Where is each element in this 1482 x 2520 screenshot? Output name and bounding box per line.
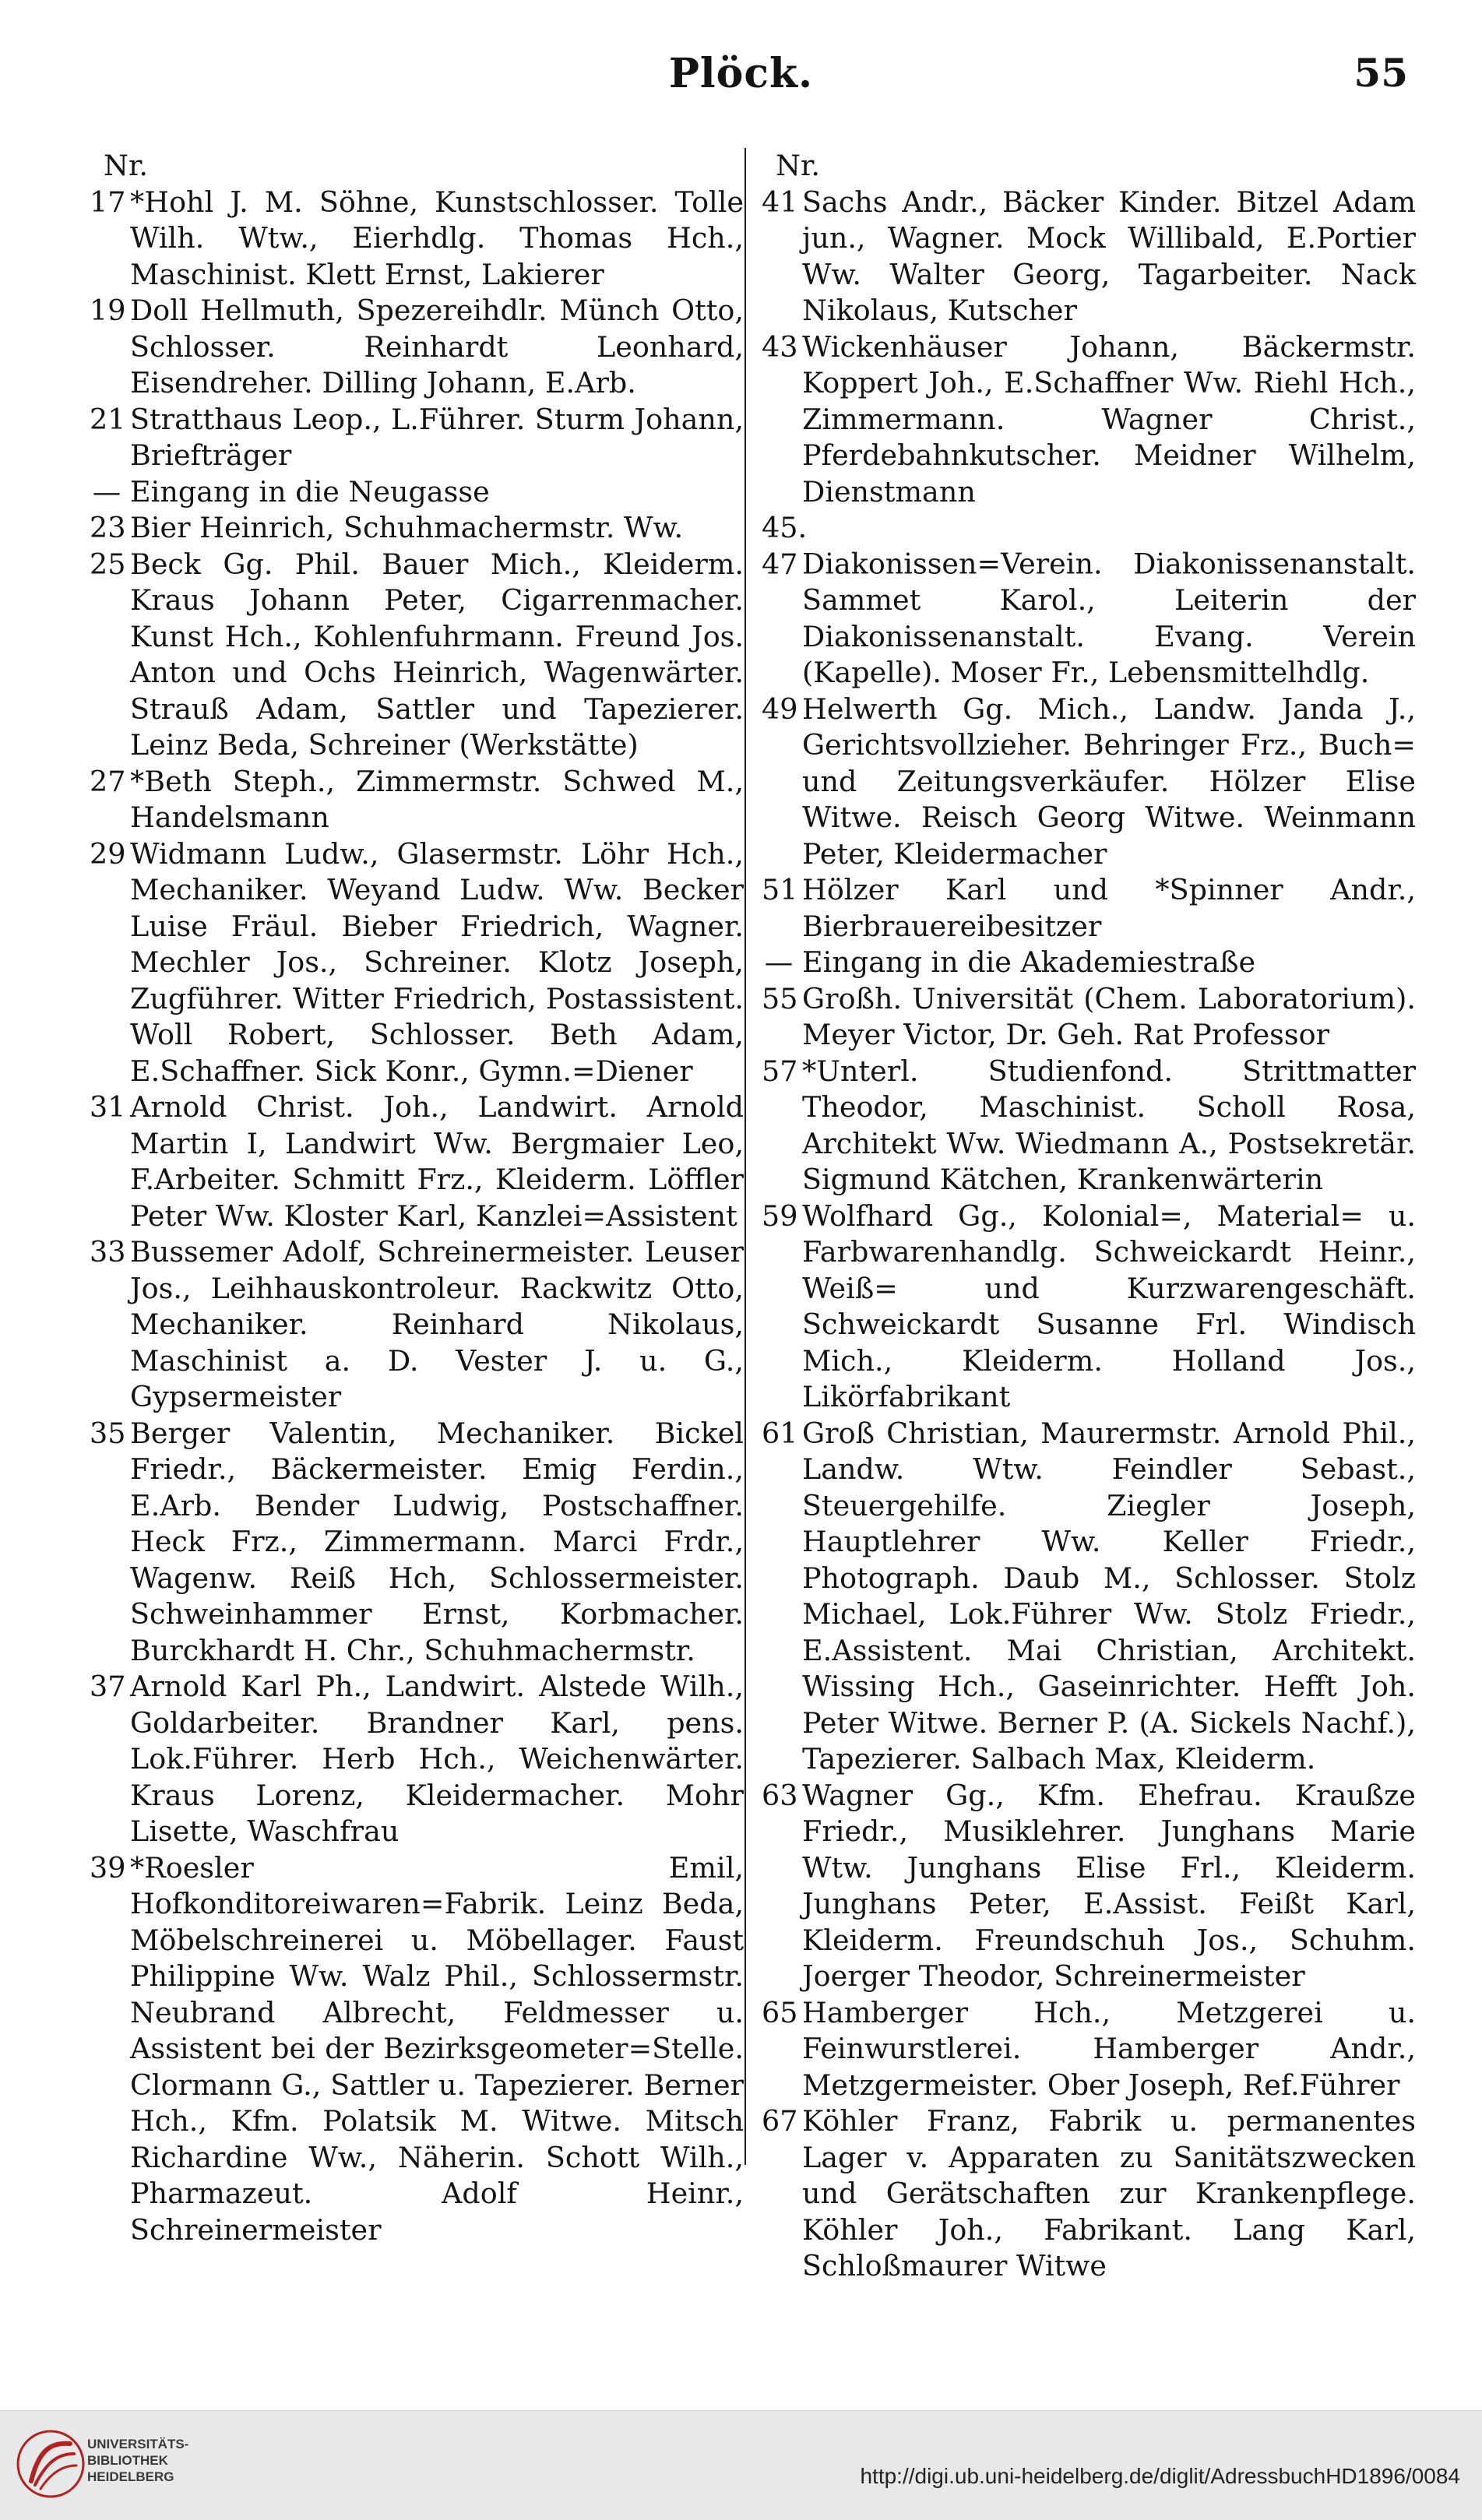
directory-entry [762,510,1416,692]
directory-entry [90,1234,744,1416]
residents-text: *Beth Steph., Zimmermstr. Schwed M., Handelsmann [130,764,744,834]
column-divider [745,148,746,2165]
house-number: 49 [762,692,798,726]
footer-band [0,2410,1482,2520]
residents-text: Doll Hellmuth, Spezereihdlr. Münch Otto, Schlosser. Reinhardt Leonhard, Eisendreher. Dilling Johann, E.Arb. [130,294,744,399]
directory-entry [762,981,1416,1054]
residents-text: Bier Heinrich, Schuhmachermstr. Ww. [130,511,684,544]
directory-entry [90,293,744,402]
directory-entry [762,185,1416,329]
right-column-entries [762,185,1416,2285]
house-number: 61 [762,1416,798,1450]
house-number: 63 [762,1778,798,1812]
residents-text: Arnold Christ. Joh., Landwirt. Arnold Martin I, Landwirt Ww. Bergmaier Leo, F.Arbeiter. Schmitt Frz., Kleiderm. Löffler Peter Ww. Kloster Karl, Kanzlei=Assistent [130,1090,744,1233]
house-number: 37 [90,1670,126,1703]
directory-entry [90,764,744,836]
residents-text: Köhler Franz, Fabrik u. permanentes Lager v. Apparaten zu Sanitätszwecken und Gerätschaften zur Krankenpflege. Köhler Joh., Fabrikant. Lang Karl, Schloßmaurer Witwe [802,2104,1416,2282]
library-name-line: HEIDELBERG [87,2469,174,2484]
house-number: 29 [90,836,126,871]
directory-entry [90,547,744,764]
residents-text: Diakonissen=Verein. Diakonissenanstalt. Sammet Karol., Leiterin der Diakonissenanstalt. Evang. Verein (Kapelle). Moser Fr., Lebensmittelhdlg. [802,547,1416,689]
directory-entry [90,1850,744,2249]
residents-text: Widmann Ludw., Glasermstr. Löhr Hch., Mechaniker. Weyand Ludw. Ww. Becker Luise Fräul. Bieber Friedrich, Wagner. Mechler Jos., Schreiner. Klotz Joseph, Zugführer. Witter Friedrich, Postassistent. Woll Robert, Schlosser. Beth Adam, E.Schaffner. Sick Konr., Gymn.=Diener [130,836,744,1088]
library-name [87,2436,188,2485]
residents-text: Stratthaus Leop., L.Führer. Sturm Johann, Briefträger [130,402,744,472]
house-number: 21 [90,402,126,436]
directory-entry [90,474,744,511]
left-column-nr-label: Nr. [104,149,148,182]
directory-entry [762,692,1416,873]
source-url-link[interactable]: http://digi.ub.uni-heidelberg.de/diglit/AdressbuchHD1896/0084 [860,2464,1460,2488]
directory-entry [762,1778,1416,1995]
page-title: Plöck. [668,50,814,97]
house-number: 65 [762,1995,798,2029]
university-library-logo-icon [16,2427,93,2501]
right-column [762,148,1416,2285]
house-number: 31 [90,1090,126,1124]
residents-text: Eingang in die Akademiestraße [802,945,1256,979]
house-number: 33 [90,1235,126,1269]
house-number: — [764,945,794,979]
page-number: 55 [1354,50,1408,96]
residents-text: Wolfhard Gg., Kolonial=, Material= u. Farbwarenhandlg. Schweickardt Heinr., Weiß= und Kurzwarengeschäft. Schweickardt Susanne Frl. Windisch Mich., Kleiderm. Holland Jos., Likörfabrikant [802,1198,1416,1413]
residents-text: Großh. Universität (Chem. Laboratorium). Meyer Victor, Dr. Geh. Rat Professor [802,981,1416,1051]
residents-text: Helwerth Gg. Mich., Landw. Janda J., Gerichtsvollzieher. Behringer Frz., Buch= und Zeitungsverkäufer. Hölzer Elise Witwe. Reisch Georg Witwe. Weinmann Peter, Kleidermacher [802,692,1416,871]
directory-entry [90,836,744,1090]
house-number: 55 [762,981,798,1015]
residents-text: Groß Christian, Maurermstr. Arnold Phil., Landw. Wtw. Feindler Sebast., Steuergehilfe. Ziegler Joseph, Hauptlehrer Ww. Keller Friedr., Photograph. Daub M., Schlosser. Stolz Michael, Lok.Führer Ww. Stolz Friedr., E.Assistent. Mai Christian, Architekt. Wissing Hch., Gaseinrichter. Hefft Joh. Peter Witwe. Berner P. (A. Sickels Nachf.), Tapezierer. Salbach Max, Kleiderm. [802,1416,1416,1776]
house-number: 17 [90,185,126,219]
residents-text: *Hohl J. M. Söhne, Kunstschlosser. Tolle Wilh. Wtw., Eierhdlg. Thomas Hch., Maschinist. Klett Ernst, Lakierer [130,185,744,291]
residents-text: Beck Gg. Phil. Bauer Mich., Kleiderm. Kraus Johann Peter, Cigarrenmacher. Kunst Hch., Kohlenfuhrmann. Freund Jos. Anton und Ochs Heinrich, Wagenwärter. Strauß Adam, Sattler und Tapezierer. Leinz Beda, Schreiner (Werkstätte) [130,547,744,762]
directory-entry [762,1416,1416,1778]
left-column-entries [90,185,744,2249]
house-number: 39 [90,1850,126,1885]
directory-entry [90,1669,744,1850]
house-number: 43 [762,329,798,364]
residents-text: Sachs Andr., Bäcker Kinder. Bitzel Adam jun., Wagner. Mock Willibald, E.Portier Ww. Walter Georg, Tagarbeiter. Nack Nikolaus, Kutscher [802,185,1416,327]
house-number: 25 [90,547,126,581]
directory-entry [762,329,1416,511]
residents-text: Wagner Gg., Kfm. Ehefrau. Kraußze Friedr., Musiklehrer. Junghans Marie Wtw. Junghans Elise Frl., Kleiderm. Junghans Peter, E.Assist. Feißt Karl, Kleiderm. Freundschuh Jos., Schuhm. Joerger Theodor, Schreinermeister [802,1778,1416,1993]
house-number: 27 [90,764,126,798]
directory-entry [90,1089,744,1234]
left-column [90,148,744,2248]
house-number: 51 [762,873,798,906]
library-name-line: BIBLIOTHEK [87,2453,168,2468]
house-number: — [92,474,121,509]
residents-text: Berger Valentin, Mechaniker. Bickel Friedr., Bäckermeister. Emig Ferdin., E.Arb. Bender Ludwig, Postschaffner. Heck Frz., Zimmermann. Marci Frdr., Wagenw. Reiß Hch, Schlossermeister. Schweinhammer Ernst, Korbmacher. Burckhardt H. Chr., Schuhmachermstr. [130,1416,744,1667]
residents-text: *Unterl. Studienfond. Strittmatter Theodor, Maschinist. Scholl Rosa, Architekt Ww. Wiedmann A., Postsekretär. Sigmund Kätchen, Krankenwärterin [802,1054,1416,1196]
directory-entry [90,1416,744,1670]
residents-text: Bussemer Adolf, Schreinermeister. Leuser Jos., Leihhauskontroleur. Rackwitz Otto, Mechaniker. Reinhard Nikolaus, Maschinist a. D. Vester J. u. G., Gypsermeister [130,1235,744,1413]
residents-text: Hölzer Karl und *Spinner Andr., Bierbrauereibesitzer [802,873,1416,943]
directory-entry [90,402,744,474]
residents-text: *Roesler Emil, Hofkonditoreiwaren=Fabrik. Leinz Beda, Möbelschreinerei u. Möbellager. Faust Philippine Ww. Walz Phil., Schlossermstr. Neubrand Albrecht, Feldmesser u. Assistent bei der Bezirksgeometer=Stelle. Clormann G., Sattler u. Tapezierer. Berner Hch., Kfm. Polatsik M. Witwe. Mitsch Richardine Ww., Näherin. Schott Wilh., Pharmazeut. Adolf Heinr., Schreinermeister [130,1850,744,2247]
residents-text: Hamberger Hch., Metzgerei u. Feinwurstlerei. Hamberger Andr., Metzgermeister. Ober Joseph, Ref.Führer [802,1995,1416,2102]
residents-text: Wickenhäuser Johann, Bäckermstr. Koppert Joh., E.Schaffner Ww. Riehl Hch., Zimmermann. Wagner Christ., Pferdebahnkutscher. Meidner Wilhelm, Dienstmann [802,329,1416,509]
directory-entry [762,872,1416,945]
right-column-nr-label: Nr. [776,149,820,182]
library-name-line: UNIVERSITÄTS- [87,2437,189,2451]
house-number: 67 [762,2104,798,2138]
residents-text: Arnold Karl Ph., Landwirt. Alstede Wilh., Goldarbeiter. Brandner Karl, pens. Lok.Führer. Herb Hch., Weichenwärter. Kraus Lorenz, Kleidermacher. Mohr Lisette, Waschfrau [130,1670,744,1848]
house-number: 59 [762,1198,798,1233]
directory-entry [762,2103,1416,2285]
directory-entry [762,1054,1416,1198]
house-number: 45. 47 [762,511,808,581]
house-number: 41 [762,185,798,219]
house-number: 35 [90,1416,126,1450]
directory-entry [90,510,744,547]
directory-entry [90,185,744,294]
house-number: 57 [762,1054,798,1088]
residents-text: Eingang in die Neugasse [130,474,490,509]
directory-entry [762,1198,1416,1416]
directory-entry [762,945,1416,981]
house-number: 19 [90,294,126,327]
directory-entry [762,1995,1416,2104]
house-number: 23 [90,511,126,544]
